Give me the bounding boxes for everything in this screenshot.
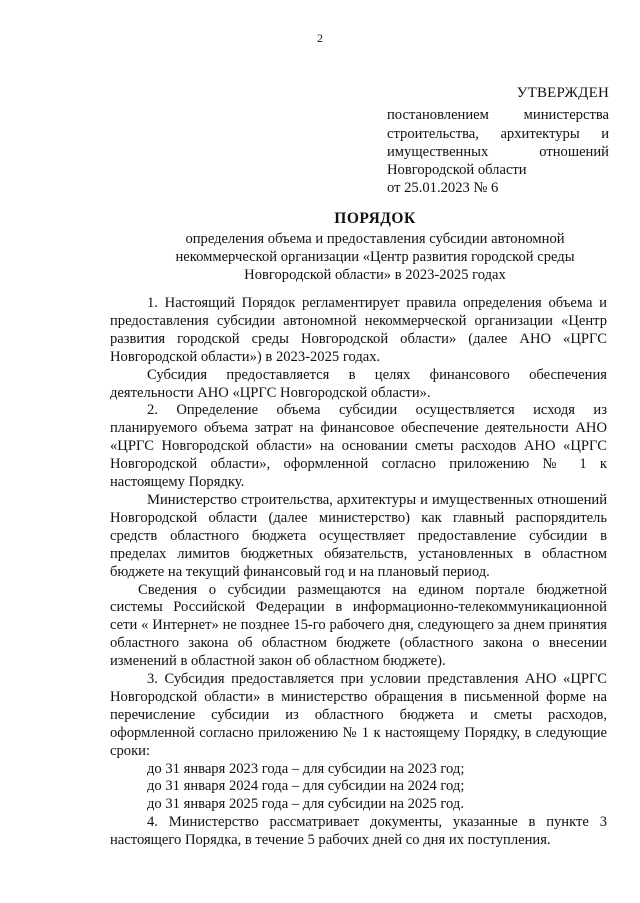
- paragraph-2: 2. Определение объема субсидии осуществляется исходя из планируемого объема затрат на финансовое обеспечение деятельности АНО «ЦРГС Новгородской области» на основании сметы расходов АНО «ЦРГС Новгородской области», оформленной согласно приложению № 1 к настоящему Порядку.: [110, 402, 607, 491]
- approval-basis-line: имущественных отношений: [387, 143, 609, 160]
- paragraph-3: 3. Субсидия предоставляется при условии представления АНО «ЦРГС Новгородской области» в министерство обращения в письменной форме на перечисление субсидии из областного бюджета и сметы расходов, оформленной согласно приложению № 1 к настоящему Порядку, в следующие сроки:: [110, 671, 607, 759]
- page-number: 2: [317, 31, 323, 45]
- approval-basis-line: Новгородской области: [387, 162, 527, 179]
- approval-date-number: от 25.01.2023 № 6: [387, 180, 499, 197]
- approval-heading: УТВЕРЖДЕН: [516, 85, 609, 101]
- document-title-block: [150, 210, 600, 284]
- paragraph-1: 1. Настоящий Порядок регламентирует правила определения объема и предоставления субсидии автономной некоммерческой организации «Центр развития городской среды Новгородской области» (далее АНО «ЦРГС Новгородской области») в 2023-2025 годах.: [110, 295, 607, 365]
- document-subtitle-line: некоммерческой организации «Центр развития городской среды: [175, 249, 575, 265]
- document-subtitle-line: Новгородской области» в 2023-2025 годах: [244, 267, 506, 283]
- paragraph-subsidy-purpose: Субсидия предоставляется в целях финансового обеспечения деятельности АНО «ЦРГС Новгородской области».: [110, 366, 607, 401]
- deadline-item: до 31 января 2025 года – для субсидии на 2025 год.: [147, 796, 465, 813]
- deadline-item: до 31 января 2024 года – для субсидии на 2024 год;: [147, 778, 465, 795]
- document-subtitle-line: определения объема и предоставления субсидии автономной: [185, 231, 565, 247]
- approval-basis-line: постановлением министерства: [387, 107, 609, 124]
- approval-basis-line: строительства, архитектуры и: [387, 125, 609, 142]
- document-body: [110, 295, 607, 850]
- paragraph-portal-info: Сведения о субсидии размещаются на едином портале бюджетной системы Российской Федерации в информационно-телекоммуникационной сети « Интернет» не позднее 15-го рабочего дня, следующего за днем принятия областного закона об областном бюджете (областного закона о внесении изменений в областной закон об областном бюджете).: [110, 581, 607, 670]
- deadline-item: до 31 января 2023 года – для субсидии на 2023 год;: [147, 760, 465, 777]
- approval-stamp-block: [387, 84, 609, 198]
- document-title: ПОРЯДОК: [334, 210, 416, 227]
- paragraph-ministry: Министерство строительства, архитектуры и имущественных отношений Новгородской области (далее министерство) как главный распорядитель средств областного бюджета осуществляет предоставление субсидии в пределах лимитов бюджетных обязательств, установленных в областном бюджете на текущий финансовый год и на плановый период.: [110, 491, 607, 580]
- paragraph-4: 4. Министерство рассматривает документы, указанные в пункте 3 настоящего Порядка, в течение 5 рабочих дней со дня их поступления.: [110, 814, 607, 849]
